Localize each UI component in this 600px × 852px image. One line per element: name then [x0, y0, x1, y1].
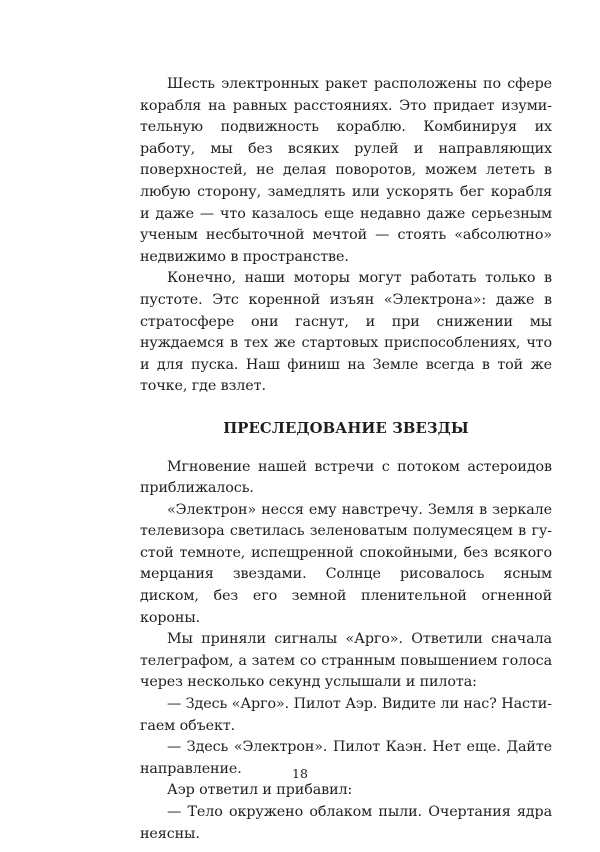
paragraph: «Электрон» несся ему навстречу. Земля в зеркале телевизора светилась зеленоватым полумесяцем в густой темноте, испещренной спокойными, без всякого мерцания звездами. Солнце рисовалось ясным диском, без его земной пленительной огненной короны. — [140, 501, 552, 626]
dialogue-line: — Здесь «Арго». Пилот Аэр. Видите ли нас? Настигаем объект. — [140, 696, 552, 734]
paragraph: Шесть электронных ракет расположены по сфере корабля на равных расстояниях. Это придает изумительную подвижность кораблю. Комбинируя их работу, мы без всяких рулей и направляющих поверхностей, не делая поворотов, можем лететь в любую сторону, замедлять или ускорять бег корабля и даже — что казалось еще недавно даже серьезным ученым несбыточной мечтой — стоять «абсолютно» недвижимо в пространстве. — [140, 76, 552, 265]
dialogue-line: — Тело окружено облаком пыли. Очертания ядра неясны. — [140, 804, 552, 842]
paragraph: Аэр ответил и прибавил: — [167, 782, 353, 799]
paragraph: Мы приняли сигналы «Арго». Ответили сначала телеграфом, а затем со странным повышением голоса через несколько секунд услышали и пилота: — [140, 631, 552, 691]
page-number: 18 — [292, 766, 308, 781]
page-text — [140, 74, 552, 845]
paragraph: Мгновение нашей встречи с потоком астероидов приближалось. — [140, 458, 552, 497]
chapter-heading: ПРЕСЛЕДОВАНИЕ ЗВЕЗДЫ — [223, 419, 469, 437]
dialogue-line: — Здесь «Электрон». Пилот Каэн. Нет еще. Дайте направление. — [140, 739, 552, 777]
paragraph: Конечно, наши моторы могут работать только в пустоте. Этс коренной изъян «Электрона»: даже в стратосфере они гаснут, и при снижении мы нуждаемся в тех же стартовых приспособлениях, что и для пуска. Наш финиш на Земле всегда в той же точке, где взлет. — [140, 270, 552, 395]
